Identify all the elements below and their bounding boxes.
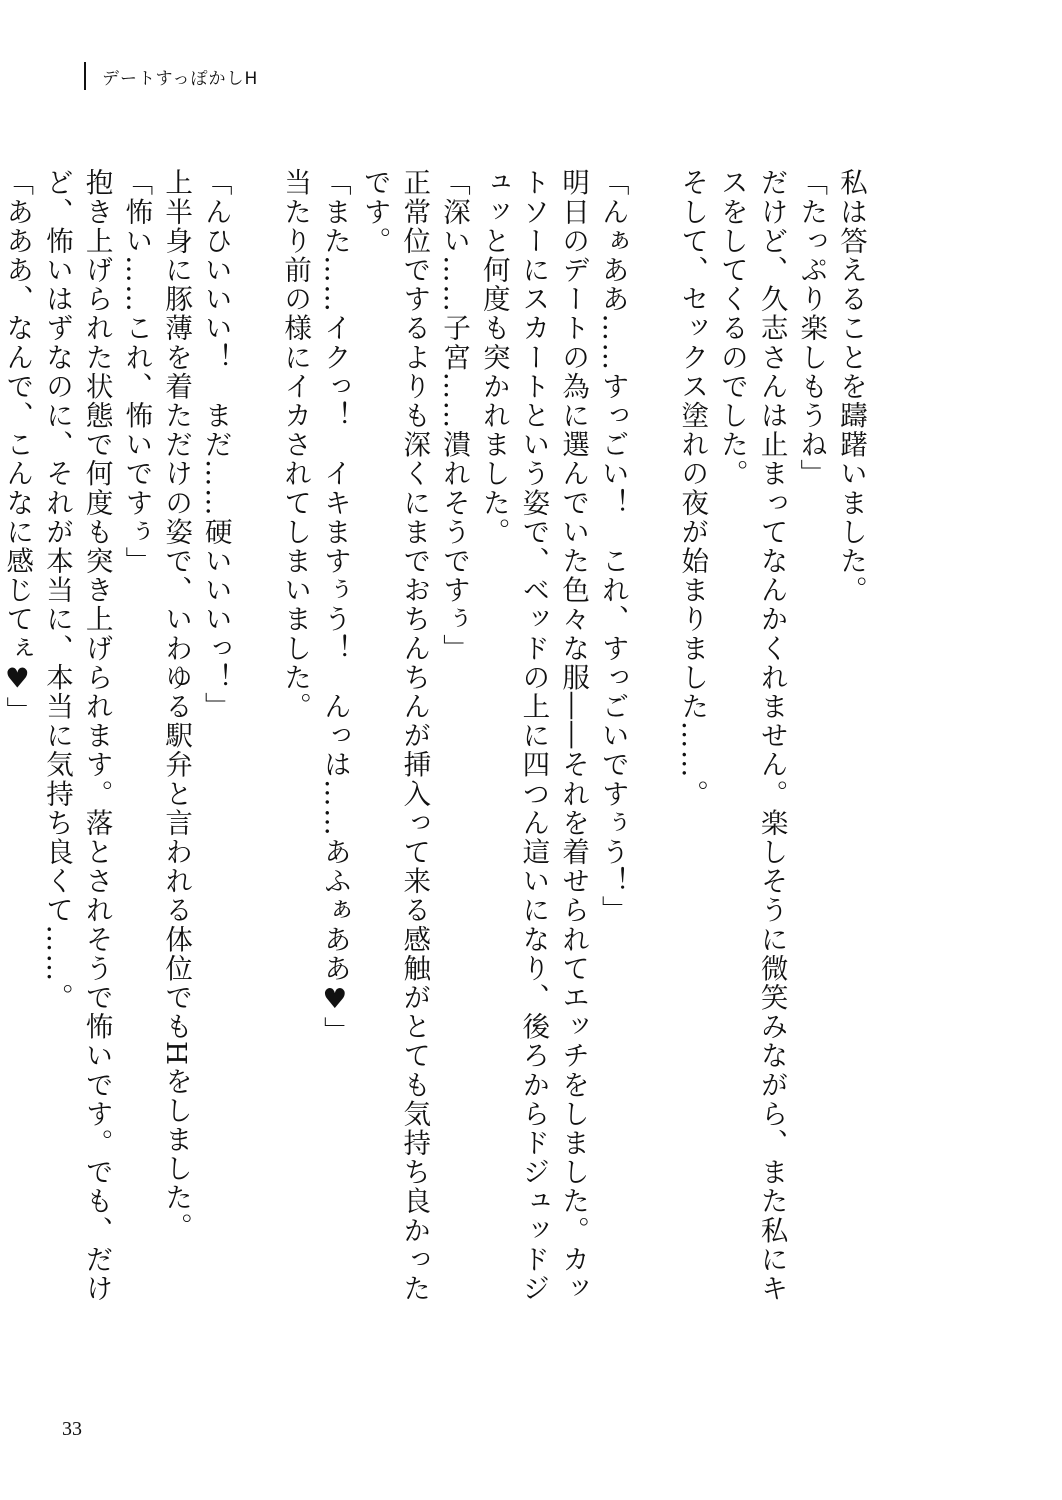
page-number: 33 [62, 1418, 82, 1440]
text-line: 私は答えることを躊躇いました。 [835, 168, 867, 605]
text-line: 当たり前の様にイカされてしまいました。 [279, 168, 312, 721]
text-line: 「んひいいい！ まだ……硬いいいっ！」 [199, 168, 232, 721]
text-line: 上半身に豚薄を着ただけの姿で、いわゆる駅弁と言われる体位でもHをしました。 [160, 168, 193, 1242]
text-line: 「あああ、なんで、こんなに感じてぇ♥」 [1, 168, 34, 726]
text-line: 抱き上げられた状態で何度も突き上げられます。落とされそうで怖いです。でも、だけど、怖いはずなのに、それが本当に、本当に気持ち良くて……。 [40, 168, 113, 1303]
header-rule [84, 62, 86, 90]
running-header [84, 62, 258, 90]
text-line: 「深い……子宮……潰れそうですぅ」 [437, 168, 470, 663]
running-title: デートすっぽかしH [102, 68, 259, 89]
text-line: 「怖い……これ、怖いですぅ」 [120, 168, 153, 576]
text-line: 「たっぷり楽しもうね」 [795, 168, 828, 489]
body-text [1, 168, 870, 1328]
text-line: だけど、久志さんは止まってなんかくれません。楽しそうに微笑みながら、また私にキスをしてくるのでした。 [715, 168, 788, 1303]
text-line: 「また……イクっ！ イキますぅう！ んっは……あふぁああ♥」 [318, 168, 351, 1046]
text-line: 「んぁああ……すっごい！ これ、すっごいですぅう！」 [596, 168, 629, 925]
text-line: 明日のデートの為に選んでいた色々な服――それを着せられてエッチをしました。カットソーにスカートという姿で、ベッドの上に四つん這いになり、後ろからドジュッドジュッと何度も突かれました。 [477, 168, 590, 1303]
text-line: そして、セックス塗れの夜が始まりました……。 [676, 168, 709, 809]
text-line: 正常位でするよりも深くにまでおちんちんが挿入って来る感触がとても気持ち良かったです。 [358, 168, 431, 1303]
blank-line [235, 168, 275, 1328]
blank-line [632, 168, 672, 1328]
